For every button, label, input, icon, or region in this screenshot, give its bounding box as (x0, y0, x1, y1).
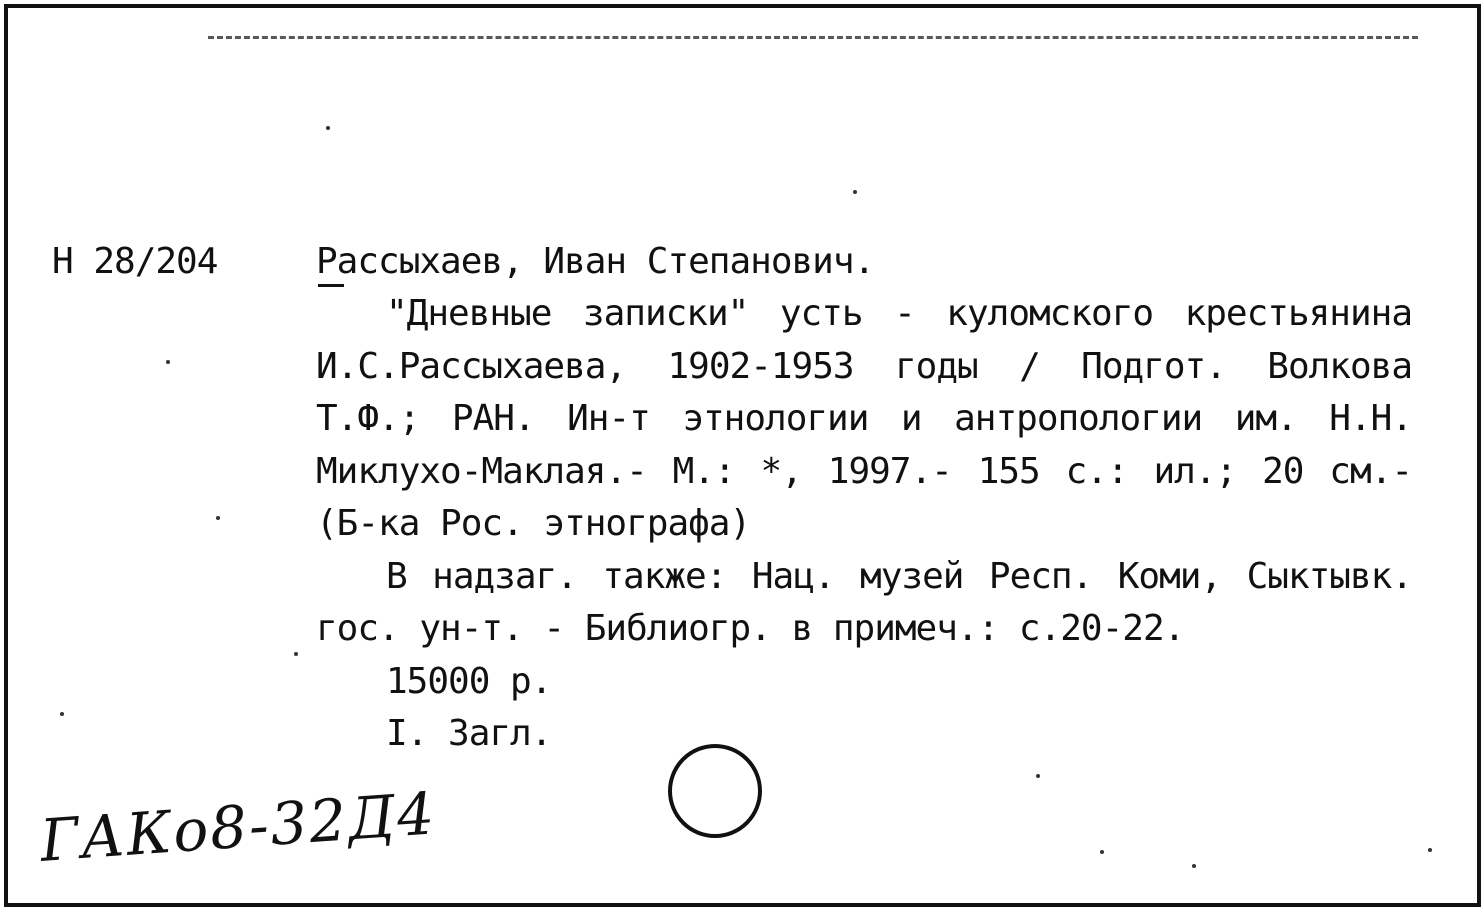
bibliographic-note: В надзаг. также: Нац. музей Респ. Коми, Сыктывк. гос. ун-т. - Библиогр. в примеч.: с.20-22. (316, 555, 1412, 649)
speck (60, 712, 64, 716)
heading-underline-mark (318, 284, 344, 287)
speck (1428, 848, 1432, 852)
card-body (316, 288, 1412, 761)
top-dashed-line (208, 36, 1418, 39)
speck (853, 190, 857, 194)
circle-stamp (668, 744, 762, 838)
speck (294, 652, 298, 656)
tracing: I. Загл. (386, 713, 552, 754)
speck (1036, 774, 1040, 778)
speck (1192, 864, 1196, 868)
catalog-card (4, 4, 1481, 907)
author-heading: Рассыхаев, Иван Степанович. (316, 241, 875, 282)
price: 15000 р. (386, 660, 552, 702)
shelfmark: Н 28/204 (52, 241, 218, 282)
handwritten-code: ГАКо8-32Д4 (37, 779, 439, 875)
speck (216, 516, 220, 520)
speck (1100, 850, 1104, 854)
speck (326, 126, 330, 130)
speck (166, 360, 170, 364)
bibliographic-description: "Дневные записки" усть - куломского крестьянина И.С.Рассыхаева, 1902-1953 годы / Подгот. Волкова Т.Ф.; РАН. Ин-т этнологии и антропологии им. Н.Н. Миклухо-Маклая.- М.: *, 1997.- 155 с.: ил.; 20 см.- (Б-ка Рос. этнографа) (316, 293, 1412, 544)
